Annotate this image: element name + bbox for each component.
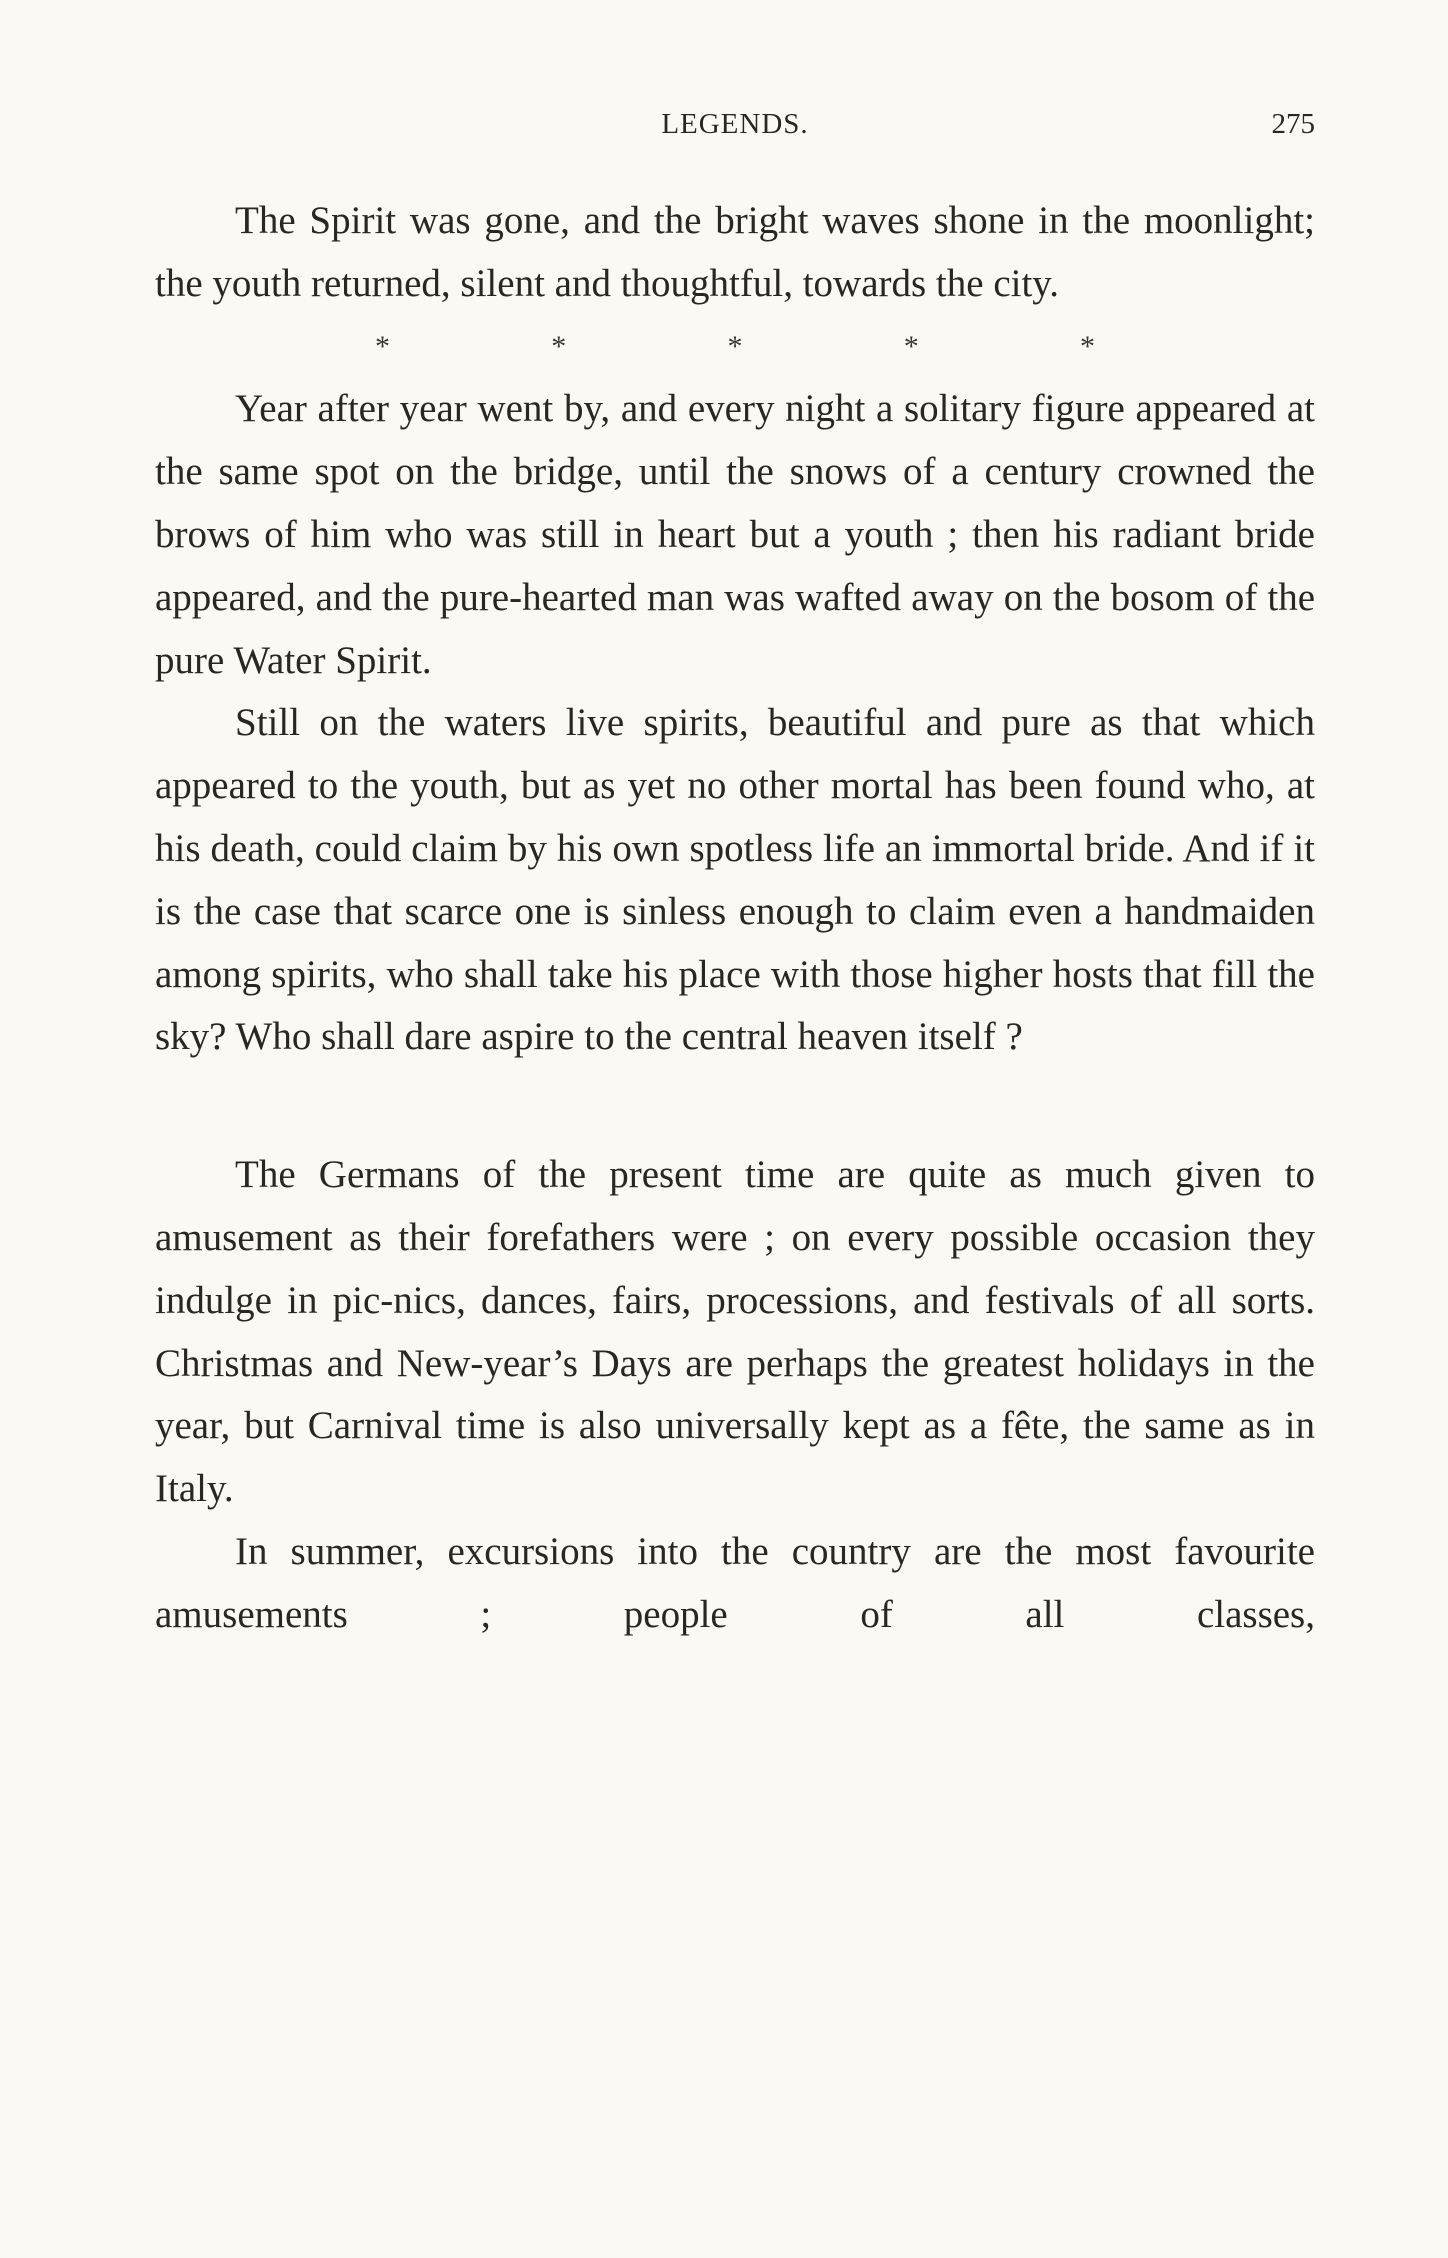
page-header	[155, 108, 1315, 148]
asterisk-1: *	[375, 329, 390, 363]
asterisk-3: *	[727, 329, 743, 363]
asterisk-4: *	[903, 329, 919, 363]
body-text	[155, 190, 1315, 1647]
paragraph-year-after-year: Year after year went by, and every night a solitary figure appeared at the same spot on the bridge, until the snows of a century crowned the brows of him who was still in heart but a youth ; then his radiant bride appeared, and the pure-hearted man was wafted away on the bosom of the pure Water Spirit.	[155, 387, 1315, 682]
section-gap	[155, 1069, 1315, 1144]
paragraph-spirit-gone: The Spirit was gone, and the bright waves shone in the moonlight; the youth returned, silent and thoughtful, towards the city.	[155, 199, 1315, 305]
asterism-divider	[375, 316, 1095, 379]
page-number: 275	[1271, 108, 1315, 140]
paragraph-germans: The Germans of the present time are quite as much given to amusement as their forefathers were ; on every possible occasion they indulge in pic-nics, dances, fairs, processions, and festivals of all sorts. Christmas and New-year’s Days are perhaps the greatest holidays in the year, but Carnival time is also universally kept as a fête, the same as in Italy.	[155, 1153, 1315, 1511]
asterisk-5: *	[1080, 329, 1095, 363]
asterisk-2: *	[551, 329, 567, 363]
running-head: LEGENDS.	[661, 108, 809, 140]
paragraph-still-on-waters: Still on the waters live spirits, beautiful and pure as that which appeared to the youth, but as yet no other mortal has been found who, at his death, could claim by his own spotless life an immortal bride. And if it is the case that scarce one is sinless enough to claim even a handmaiden among spirits, who shall take his place with those higher hosts that fill the sky? Who shall dare aspire to the central heaven itself ?	[155, 701, 1315, 1059]
paragraph-summer: In summer, excursions into the country are the most favourite amusements ; people of all classes,	[155, 1529, 1315, 1636]
